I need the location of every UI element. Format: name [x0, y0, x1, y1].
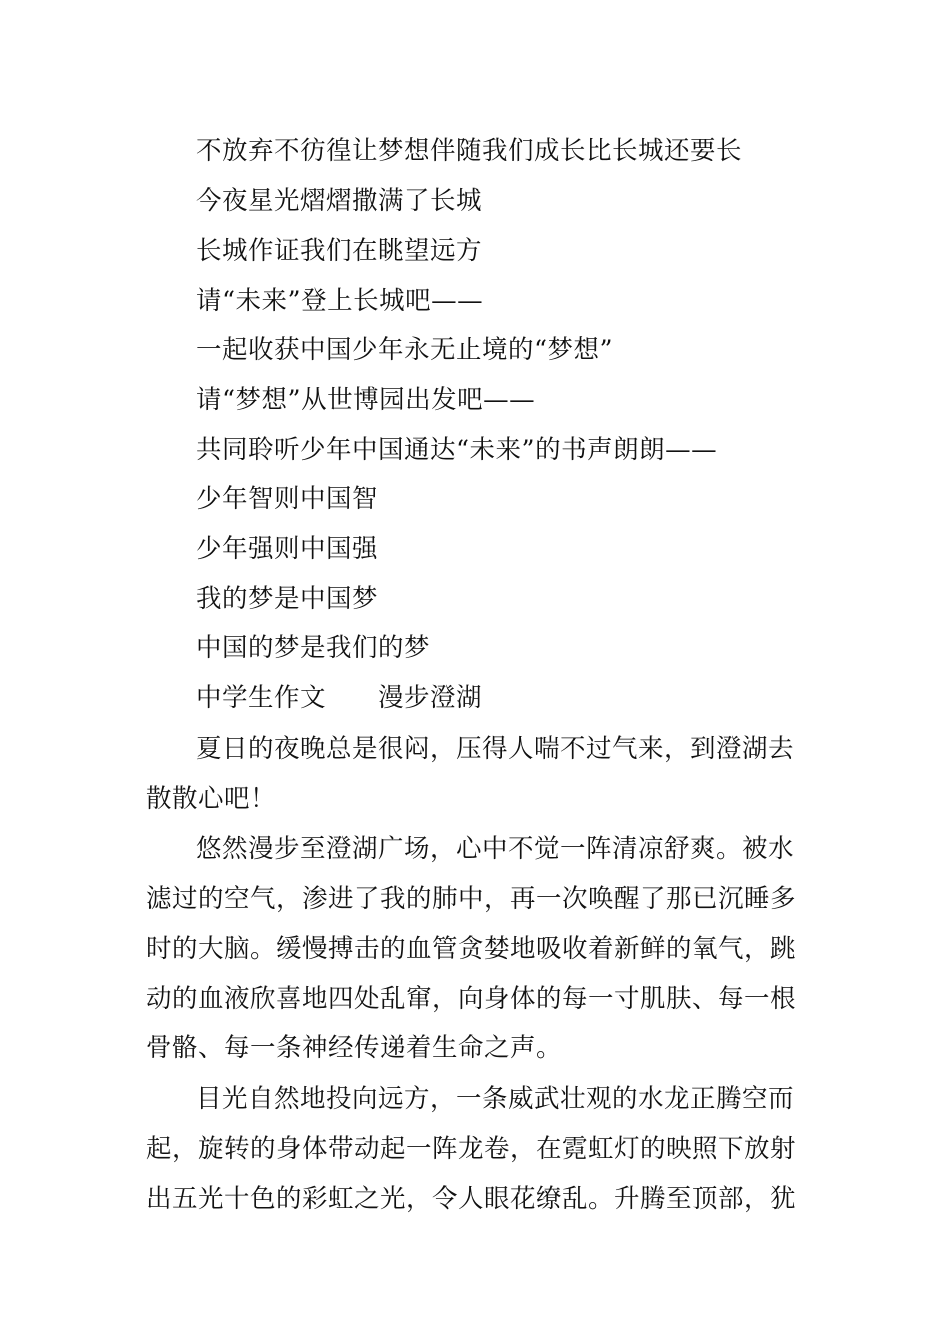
essay-line: 滤过的空气，渗进了我的肺中，再一次唤醒了那已沉睡多	[146, 884, 797, 914]
poem-line: 请“梦想”从世博园出发吧——	[196, 385, 536, 415]
poem-line: 请“未来”登上长城吧——	[196, 286, 484, 316]
essay-line: 动的血液欣喜地四处乱窜，向身体的每一寸肌肤、每一根	[146, 984, 797, 1014]
poem-line: 少年强则中国强	[196, 534, 379, 564]
essay-line: 起，旋转的身体带动起一阵龙卷，在霓虹灯的映照下放射	[146, 1134, 797, 1164]
essay-line: 悠然漫步至澄湖广场，心中不觉一阵清凉舒爽。被水	[196, 834, 795, 864]
essay-heading	[196, 680, 482, 716]
poem-line: 不放弃不彷徨让梦想伴随我们成长比长城还要长	[196, 136, 743, 166]
poem-line: 少年智则中国智	[196, 484, 379, 514]
poem-line: 今夜星光熠熠撒满了长城	[196, 186, 483, 216]
essay-line: 散散心吧！	[146, 784, 277, 814]
essay-line: 出五光十色的彩虹之光，令人眼花缭乱。升腾至顶部，犹	[146, 1184, 797, 1214]
essay-title: 漫步澄湖	[378, 683, 483, 713]
essay-category: 中学生作文	[196, 683, 327, 713]
essay-line: 骨骼、每一条神经传递着生命之声。	[146, 1033, 563, 1063]
poem-line: 我的梦是中国梦	[196, 584, 379, 614]
poem-line: 长城作证我们在眺望远方	[196, 236, 483, 266]
poem-line: 一起收获中国少年永无止境的“梦想”	[196, 335, 614, 365]
essay-line: 目光自然地投向远方，一条威武壮观的水龙正腾空而	[196, 1084, 795, 1114]
essay-line: 时的大脑。缓慢搏击的血管贪婪地吸收着新鲜的氧气，跳	[146, 934, 797, 964]
essay-line: 夏日的夜晚总是很闷，压得人喘不过气来，到澄湖去	[196, 734, 795, 764]
poem-line: 中国的梦是我们的梦	[196, 633, 431, 663]
poem-line: 共同聆听少年中国通达“未来”的书声朗朗——	[196, 435, 718, 465]
